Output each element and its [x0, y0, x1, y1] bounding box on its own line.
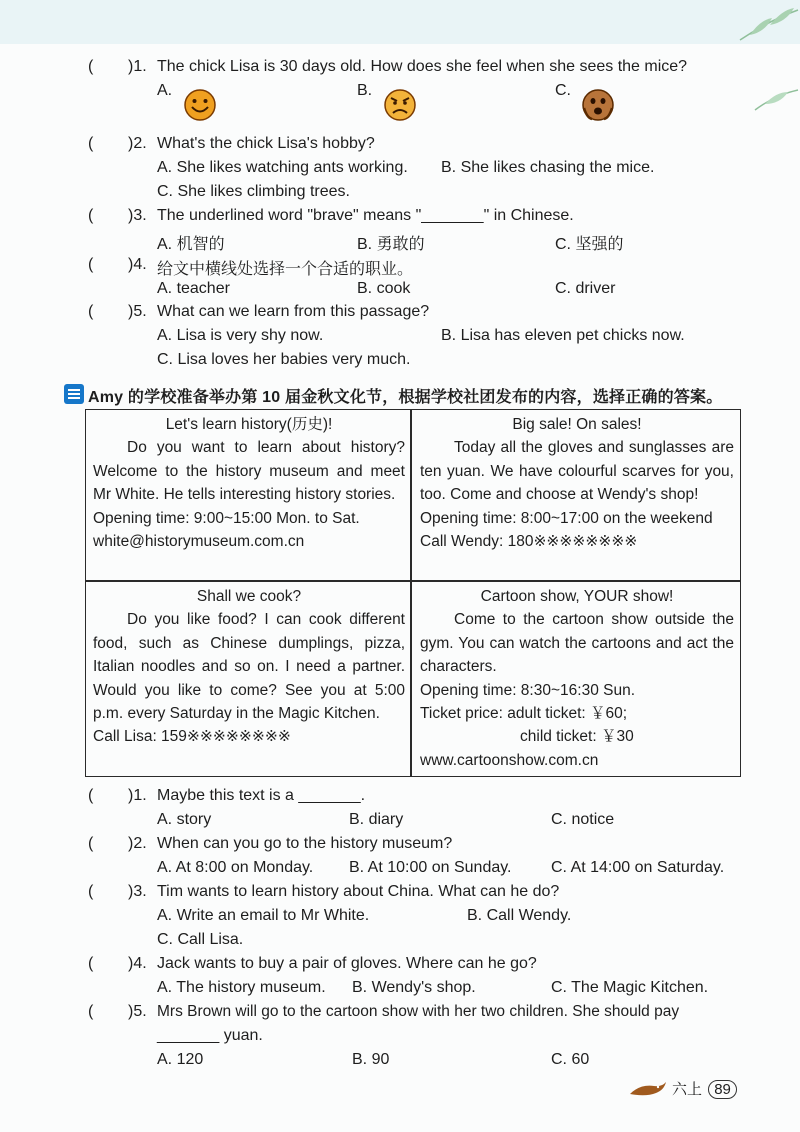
option-a[interactable]: A. The history museum.: [157, 979, 326, 996]
notice-title: Big sale! On sales!: [512, 416, 642, 433]
option-a[interactable]: A. teacher: [157, 280, 230, 297]
answer-bracket[interactable]: (: [88, 955, 94, 972]
answer-bracket[interactable]: (: [88, 256, 94, 273]
option-b[interactable]: B. Lisa has eleven pet chicks now.: [441, 327, 685, 344]
answer-bracket[interactable]: (: [88, 207, 94, 224]
option-a-label[interactable]: A.: [157, 82, 173, 99]
question-5-number: )5.: [128, 1003, 147, 1020]
question-3-text: Tim wants to learn history about China. What can he do?: [157, 883, 560, 900]
option-c[interactable]: C. Call Lisa.: [157, 931, 244, 948]
question-4-number: )4.: [128, 955, 147, 972]
page-number: 89: [708, 1080, 737, 1099]
option-c[interactable]: C. The Magic Kitchen.: [551, 979, 709, 996]
question-1-text: The chick Lisa is 30 days old. How does she feel when she sees the mice?: [157, 58, 688, 75]
question-5-text: What can we learn from this passage?: [157, 303, 430, 320]
question-1-number: )1.: [128, 787, 147, 804]
option-a[interactable]: A. At 8:00 on Monday.: [157, 859, 314, 876]
email-address: white@historymuseum.com.cn: [93, 533, 305, 551]
question-4-text: Jack wants to buy a pair of gloves. Where can he go?: [157, 955, 537, 972]
option-a[interactable]: A. 120: [157, 1051, 204, 1068]
option-b-label[interactable]: B.: [357, 82, 373, 99]
option-b[interactable]: B. At 10:00 on Sunday.: [349, 859, 512, 876]
answer-bracket[interactable]: (: [88, 58, 94, 75]
option-c[interactable]: C. 坚强的: [555, 236, 624, 253]
question-5-text-cont: _______ yuan.: [157, 1027, 263, 1044]
option-b[interactable]: B. diary: [349, 811, 404, 828]
notice-cook: [93, 585, 405, 749]
question-2-number: )2.: [128, 135, 147, 152]
option-a[interactable]: A. story: [157, 811, 212, 828]
option-b[interactable]: B. 90: [352, 1051, 390, 1068]
option-c-label[interactable]: C.: [555, 82, 571, 99]
scared-face-icon: [581, 88, 615, 122]
answer-bracket[interactable]: (: [88, 787, 94, 804]
notice-body: Today all the gloves and sunglasses are ten yuan. We have colourful scarves for you, too. Come and choose at Wendy's shop!: [420, 439, 734, 504]
section-instruction: Amy 的学校准备举办第 10 届金秋文化节，根据学校社团发布的内容，选择正确的答案。: [88, 389, 723, 406]
question-2-text: When can you go to the history museum?: [157, 835, 453, 852]
answer-bracket[interactable]: (: [88, 1003, 94, 1020]
option-b[interactable]: B. Call Wendy.: [467, 907, 572, 924]
page-footer: [672, 1078, 737, 1099]
question-5-text: Mrs Brown will go to the cartoon show with her two children. She should pay: [157, 1003, 680, 1020]
angry-face-icon: [383, 88, 417, 122]
question-4-text: 给文中横线处选择一个合适的职业。: [157, 261, 414, 278]
opening-time: Opening time: 8:30~16:30 Sun.: [420, 681, 636, 699]
question-2-number: )2.: [128, 835, 147, 852]
option-b[interactable]: B. Wendy's shop.: [352, 979, 476, 996]
table-divider: [410, 409, 412, 777]
option-a[interactable]: A. Lisa is very shy now.: [157, 327, 324, 344]
option-a[interactable]: A. Write an email to Mr White.: [157, 907, 370, 924]
question-3-number: )3.: [128, 883, 147, 900]
option-b[interactable]: B. 勇敢的: [357, 236, 425, 253]
question-5-number: )5.: [128, 303, 147, 320]
leaf-decoration-icon: [710, 0, 800, 130]
option-b[interactable]: B. She likes chasing the mice.: [441, 159, 655, 176]
notice-sale: [420, 413, 734, 553]
option-b[interactable]: B. cook: [357, 280, 411, 297]
question-1-number: )1.: [128, 58, 147, 75]
question-1-text: Maybe this text is a _______.: [157, 787, 366, 804]
notice-body: Do you like food? I can cook different food, such as Chinese dumplings, pizza, Italian noodles and so on. I need a partner. Would you like to come? See you at 5:00 p.m. every Saturday in the Magic Kitchen.: [93, 611, 405, 723]
phone-number: Call Lisa: 159※※※※※※※※: [93, 728, 291, 746]
grade-label: 六上: [672, 1081, 703, 1098]
answer-bracket[interactable]: (: [88, 835, 94, 852]
notice-history: [93, 413, 405, 553]
option-a[interactable]: A. 机智的: [157, 236, 225, 253]
website: www.cartoonshow.com.cn: [420, 751, 599, 769]
option-c[interactable]: C. Lisa loves her babies very much.: [157, 351, 411, 368]
option-c[interactable]: C. She likes climbing trees.: [157, 183, 350, 200]
opening-time: Opening time: 8:00~17:00 on the weekend: [420, 509, 713, 527]
phone-number: Call Wendy: 180※※※※※※※※: [420, 533, 638, 551]
ticket-price: Ticket price: adult ticket: ￥60;: [420, 705, 628, 723]
answer-bracket[interactable]: (: [88, 883, 94, 900]
notice-title: Let's learn history(历史)!: [165, 416, 333, 433]
option-c[interactable]: C. notice: [551, 811, 615, 828]
section-list-icon: [64, 384, 84, 404]
top-band: [0, 0, 800, 44]
notice-cartoon: [420, 585, 734, 772]
option-c[interactable]: C. 60: [551, 1051, 590, 1068]
question-3-number: )3.: [128, 207, 147, 224]
option-a[interactable]: A. She likes watching ants working.: [157, 159, 408, 176]
opening-time: Opening time: 9:00~15:00 Mon. to Sat.: [93, 509, 360, 527]
notice-body: Come to the cartoon show outside the gym. You can watch the cartoons and act the characters.: [420, 611, 734, 676]
question-2-text: What's the chick Lisa's hobby?: [157, 135, 375, 152]
notice-body: Do you want to learn about history? Welcome to the history museum and meet Mr White. He tells interesting history stories.: [93, 439, 405, 504]
option-c[interactable]: C. driver: [555, 280, 616, 297]
notice-title: Shall we cook?: [196, 588, 302, 605]
bird-icon: [628, 1078, 668, 1100]
answer-bracket[interactable]: (: [88, 303, 94, 320]
table-divider: [85, 580, 741, 582]
option-c[interactable]: C. At 14:00 on Saturday.: [551, 859, 725, 876]
child-ticket-price: child ticket: ￥30: [520, 728, 634, 746]
question-4-number: )4.: [128, 256, 147, 273]
notice-title: Cartoon show, YOUR show!: [480, 588, 674, 605]
question-3-text: The underlined word "brave" means "_______" in Chinese.: [157, 207, 574, 224]
smiling-face-icon: [183, 88, 217, 122]
answer-bracket[interactable]: (: [88, 135, 94, 152]
